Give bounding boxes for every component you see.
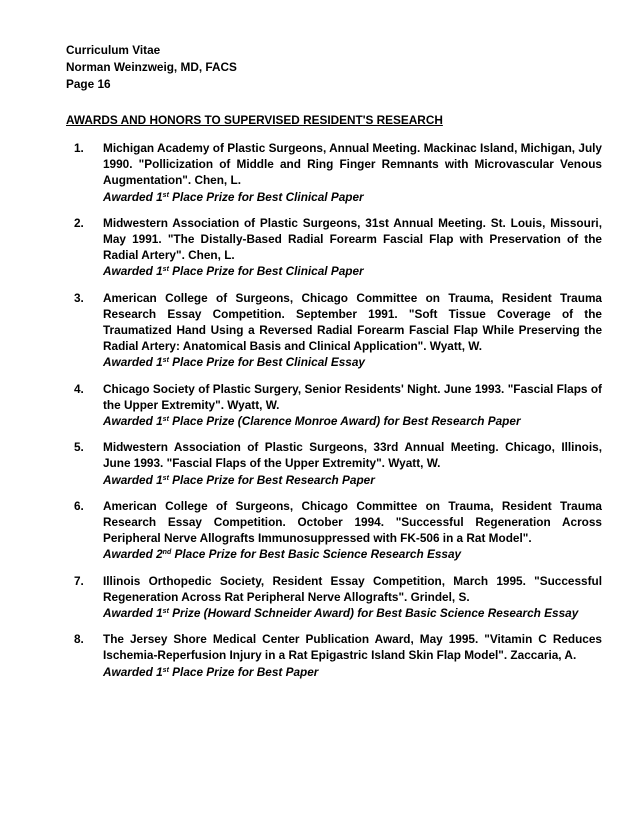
item-number: 6. (74, 498, 84, 513)
list-item (66, 290, 602, 371)
item-number: 3. (74, 290, 84, 305)
award-ordinal-suffix: nd (162, 549, 172, 557)
item-award (103, 605, 602, 621)
award-text-pre: Awarded 1 (103, 264, 163, 279)
item-description: American College of Surgeons, Chicago Committee on Trauma, Resident Trauma Research Essay Competition. October 1994. "Successful Regeneration Across Peripheral Nerve Allografts Immunosuppressed with FK-506 in a Rat Model". (103, 498, 602, 546)
award-text-pre: Awarded 1 (103, 606, 163, 621)
list-item (66, 631, 602, 680)
header-page-number: Page 16 (66, 77, 111, 91)
award-text-post: Place Prize for Best Basic Science Research Essay (171, 547, 462, 562)
award-ordinal-suffix: st (162, 266, 169, 274)
list-item (66, 215, 602, 280)
section-title: AWARDS AND HONORS TO SUPERVISED RESIDENT'S RESEARCH (66, 113, 443, 127)
item-award (103, 472, 602, 488)
item-description: Michigan Academy of Plastic Surgeons, Annual Meeting. Mackinac Island, Michigan, July 1990. "Pollicization of Middle and Ring Finger Remnants with Microvascular Venous Augmentation". Chen, L. (103, 141, 602, 188)
award-text-post: Place Prize (Clarence Monroe Award) for Best Research Paper (168, 414, 521, 429)
list-item (66, 439, 602, 488)
item-description: Midwestern Association of Plastic Surgeons, 31st Annual Meeting. St. Louis, Missouri, May 1991. "The Distally-Based Radial Forearm Fascial Flap with Preservation of the Radial Artery". Chen, L. (103, 215, 602, 263)
item-description: Chicago Society of Plastic Surgery, Senior Residents' Night. June 1993. "Fascial Flaps of the Upper Extremity". Wyatt, W. (103, 381, 602, 412)
list-item (66, 573, 602, 622)
award-ordinal-suffix: st (162, 416, 169, 424)
list-item (66, 381, 602, 430)
item-description: Midwestern Association of Plastic Surgeons, 33rd Annual Meeting. Chicago, Illinois, June 1993. "Fascial Flaps of the Upper Extremity". Wyatt, W. (103, 440, 602, 471)
item-description: Illinois Orthopedic Society, Resident Essay Competition, March 1995. "Successful Regeneration Across Rat Peripheral Nerve Allografts". Grindel, S. (103, 573, 602, 604)
item-number: 1. (74, 141, 84, 155)
award-text-pre: Awarded 1 (103, 355, 163, 370)
item-number: 4. (74, 381, 84, 396)
award-text-post: Place Prize for Best Clinical Paper (168, 189, 364, 204)
award-ordinal-suffix: st (162, 608, 169, 616)
award-text-pre: Awarded 1 (103, 414, 163, 429)
award-ordinal-suffix: st (162, 191, 169, 199)
header-author: Norman Weinzweig, MD, FACS (66, 60, 237, 74)
award-text-pre: Awarded 2 (103, 547, 163, 562)
list-item (66, 140, 602, 205)
award-ordinal-suffix: st (162, 666, 169, 674)
item-award (103, 664, 602, 680)
award-text-post: Place Prize for Best Clinical Essay (168, 355, 365, 370)
item-number: 8. (74, 632, 84, 647)
item-number: 5. (74, 440, 84, 455)
item-award (103, 354, 602, 370)
page-header (66, 42, 237, 93)
item-description: The Jersey Shore Medical Center Publication Award, May 1995. "Vitamin C Reduces Ischemia-Reperfusion Injury in a Rat Epigastric Island Skin Flap Model". Zaccaria, A. (103, 632, 602, 663)
item-description: American College of Surgeons, Chicago Committee on Trauma, Resident Trauma Research Essay Competition. September 1991. "Soft Tissue Coverage of the Traumatized Hand Using a Reversed Radial Forearm Fascial Flap While Preserving the Radial Artery: Anatomical Basis and Clinical Application". Wyatt, W. (103, 290, 602, 354)
award-text-post: Place Prize for Best Research Paper (168, 472, 375, 487)
item-award (103, 546, 602, 562)
award-ordinal-suffix: st (162, 474, 169, 482)
item-number: 2. (74, 215, 84, 230)
award-text-pre: Awarded 1 (103, 472, 163, 487)
award-ordinal-suffix: st (162, 357, 169, 365)
awards-list (66, 140, 602, 680)
header-doc-title: Curriculum Vitae (66, 43, 161, 57)
item-number: 7. (74, 573, 84, 588)
item-award (103, 413, 602, 429)
award-text-post: Place Prize for Best Clinical Paper (168, 264, 364, 279)
award-text-post: Place Prize for Best Paper (168, 664, 319, 679)
item-award (103, 189, 602, 205)
award-text-pre: Awarded 1 (103, 664, 163, 679)
item-award (103, 263, 602, 279)
list-item (66, 498, 602, 563)
award-text-post: Prize (Howard Schneider Award) for Best Basic Science Research Essay (168, 606, 579, 621)
award-text-pre: Awarded 1 (103, 189, 163, 204)
